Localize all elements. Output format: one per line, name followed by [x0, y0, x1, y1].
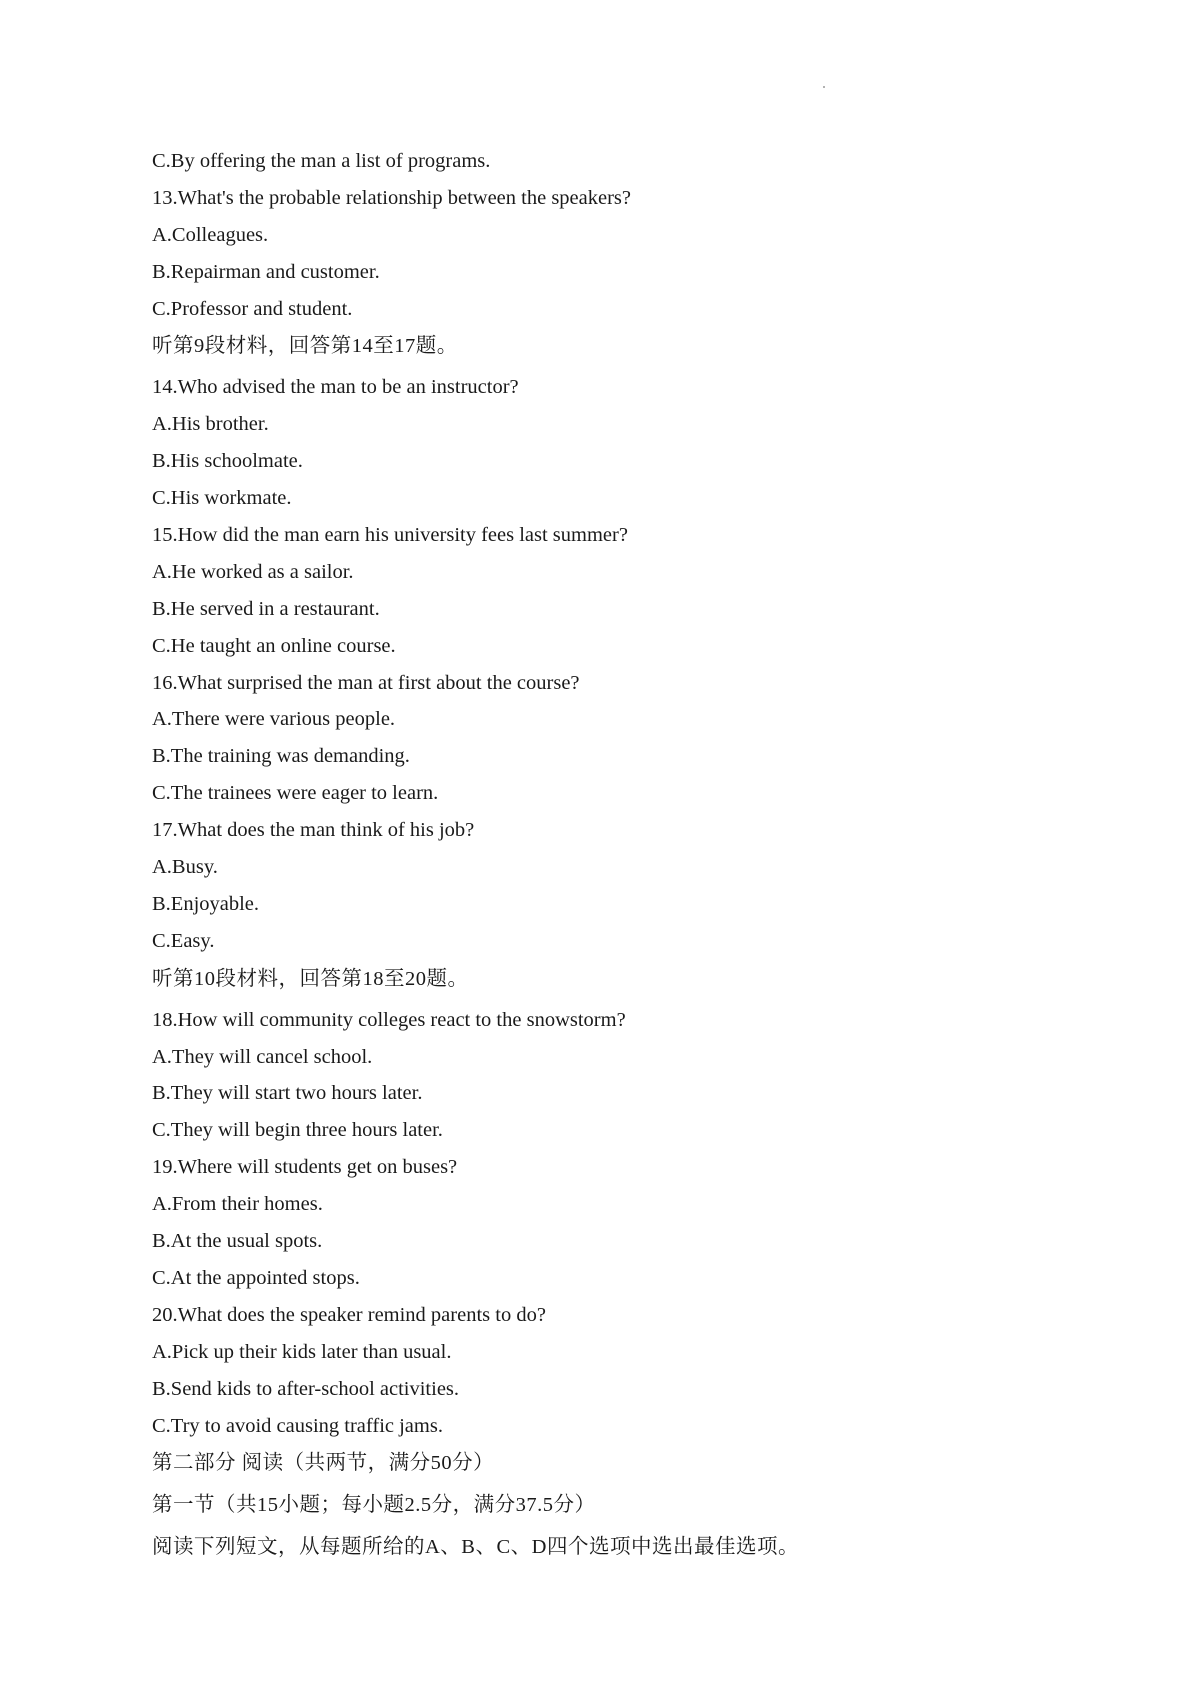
option-a-q16: A.There were various people.: [152, 708, 396, 731]
option-a-q20: A.Pick up their kids later than usual.: [152, 1340, 452, 1363]
option-c-q15: C.He taught an online course.: [152, 634, 396, 657]
option-c-q19: C.At the appointed stops.: [152, 1266, 360, 1289]
question-14: 14.Who advised the man to be an instructor?: [152, 376, 519, 399]
option-a-q15: A.He worked as a sailor.: [152, 560, 354, 583]
option-c-q13: C.Professor and student.: [152, 297, 353, 320]
option-c-q20: C.Try to avoid causing traffic jams.: [152, 1414, 443, 1437]
part-two-heading: 第二部分 阅读（共两节，满分50分）: [152, 1452, 495, 1475]
section-instruction-10: 听第10段材料，回答第18至20题。: [152, 967, 469, 990]
option-c-q14: C.His workmate.: [152, 487, 292, 510]
option-b-q17: B.Enjoyable.: [152, 892, 260, 915]
option-b-q19: B.At the usual spots.: [152, 1230, 323, 1253]
option-a-q17: A.Busy.: [152, 856, 218, 879]
section-instruction-9: 听第9段材料，回答第14至17题。: [152, 335, 458, 358]
option-c-q16: C.The trainees were eager to learn.: [152, 782, 439, 805]
option-a-q14: A.His brother.: [152, 413, 269, 436]
question-19: 19.Where will students get on buses?: [152, 1156, 458, 1179]
option-a-q19: A.From their homes.: [152, 1193, 323, 1216]
option-b-q16: B.The training was demanding.: [152, 745, 410, 768]
section-one-heading: 第一节（共15小题；每小题2.5分，满分37.5分）: [152, 1494, 596, 1517]
option-b-q15: B.He served in a restaurant.: [152, 597, 380, 620]
question-17: 17.What does the man think of his job?: [152, 819, 475, 842]
option-c-q17: C.Easy.: [152, 929, 215, 952]
question-13: 13.What's the probable relationship between the speakers?: [152, 186, 632, 209]
option-c-q18: C.They will begin three hours later.: [152, 1119, 443, 1142]
reading-instruction: 阅读下列短文，从每题所给的A、B、C、D四个选项中选出最佳选项。: [152, 1536, 799, 1559]
question-18: 18.How will community colleges react to the snowstorm?: [152, 1008, 626, 1031]
document-body: [152, 143, 1112, 1570]
question-16: 16.What surprised the man at first about the course?: [152, 671, 580, 694]
option-b-q14: B.His schoolmate.: [152, 450, 303, 473]
option-b-q18: B.They will start two hours later.: [152, 1082, 423, 1105]
option-b-q20: B.Send kids to after-school activities.: [152, 1377, 460, 1400]
question-15: 15.How did the man earn his university fees last summer?: [152, 524, 628, 547]
option-a-q18: A.They will cancel school.: [152, 1045, 373, 1068]
option-b-q13: B.Repairman and customer.: [152, 260, 380, 283]
option-c-q12: C.By offering the man a list of programs.: [152, 150, 491, 172]
option-a-q13: A.Colleagues.: [152, 223, 269, 246]
scan-speck: [823, 86, 825, 88]
question-20: 20.What does the speaker remind parents to do?: [152, 1303, 546, 1326]
